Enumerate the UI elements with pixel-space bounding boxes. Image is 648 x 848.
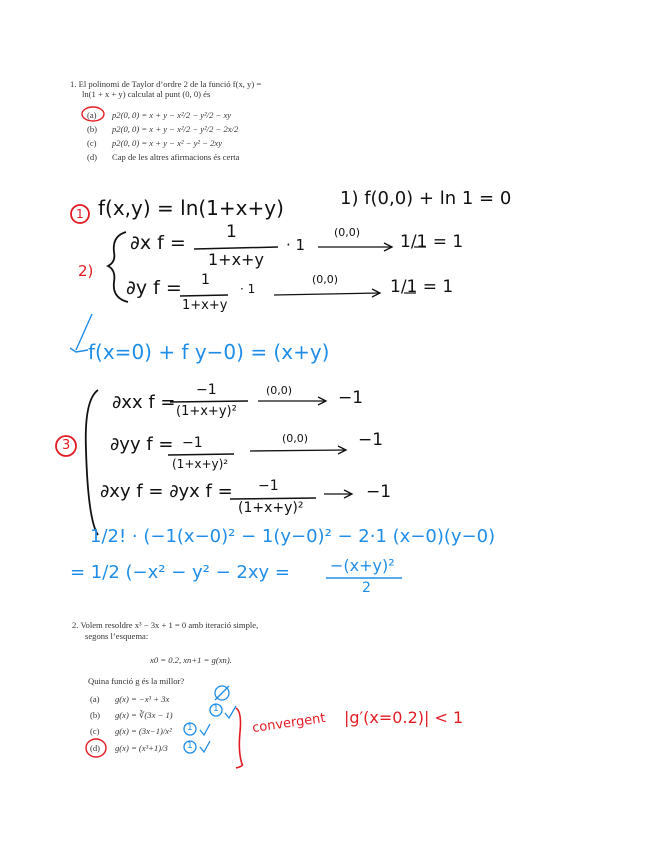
partial-x-tail: · 1 bbox=[286, 236, 306, 254]
frac-bar-dyf bbox=[180, 295, 228, 296]
option-label: (c) bbox=[87, 138, 97, 148]
problem2-option-c[interactable] bbox=[90, 726, 172, 736]
linear-term: f(x=0) + f y−0) = (x+y) bbox=[88, 340, 330, 364]
function-definition: f(x,y) = ln(1+x+y) bbox=[98, 196, 284, 220]
quadratic-term: 1/2! · (−1(x−0)² − 1(y−0)² − 2·1 (x−0)(y−0) bbox=[90, 526, 496, 547]
frac-bar-dxf bbox=[194, 247, 278, 249]
second-partial-yy-denominator: (1+x+y)² bbox=[172, 457, 229, 471]
iteration-scheme: x0 = 0.2, xn+1 = g(xn). bbox=[150, 655, 232, 665]
second-partial-xy-label: ∂xy f = ∂yx f = bbox=[100, 481, 233, 502]
problem2-stem-line2: segons l’esquema: bbox=[85, 631, 149, 641]
partial-y-denominator: 1+x+y bbox=[182, 298, 228, 313]
option-text: g(x) = ∛(3x − 1) bbox=[115, 710, 173, 720]
second-partial-yy-label: ∂yy f = bbox=[110, 434, 174, 455]
circled-1-c: 1 bbox=[187, 723, 193, 733]
final-lhs: = 1/2 (−x² − y² − 2xy = bbox=[70, 562, 290, 583]
step2-label: 2) bbox=[78, 262, 94, 280]
second-partial-xx-numerator: −1 bbox=[196, 382, 217, 398]
problem2-number: 2. bbox=[72, 620, 79, 630]
brace-step2 bbox=[108, 232, 128, 302]
second-partial-xx-denominator: (1+x+y)² bbox=[176, 404, 237, 419]
problem2-stem-text: Volem resoldre x³ − 3x + 1 = 0 amb iteració simple, bbox=[80, 620, 259, 630]
check-icon-d bbox=[200, 741, 210, 752]
check-icon-b bbox=[225, 706, 236, 718]
second-partial-xx-value: −1 bbox=[338, 388, 364, 408]
final-numerator: −(x+y)² bbox=[330, 556, 395, 575]
option-label: (a) bbox=[87, 110, 97, 120]
arrow-label-dxx: (0,0) bbox=[266, 384, 293, 397]
option-label: (b) bbox=[87, 124, 98, 134]
problem2-option-a[interactable] bbox=[90, 694, 169, 704]
red-bracket bbox=[236, 708, 242, 768]
brace-step3 bbox=[86, 390, 98, 535]
second-partial-xy-numerator: −1 bbox=[258, 478, 279, 494]
arrow-label-dyf: (0,0) bbox=[312, 273, 339, 286]
partial-y-value: 1/1 = 1 bbox=[390, 277, 454, 297]
option-label: (b) bbox=[90, 710, 101, 720]
second-partial-xy-denominator: (1+x+y)² bbox=[238, 500, 304, 516]
option-label: (c) bbox=[90, 726, 100, 736]
partial-x-denominator: 1+x+y bbox=[208, 250, 264, 269]
step1-number: 1 bbox=[76, 207, 84, 221]
option-label: (d) bbox=[90, 743, 101, 753]
second-partial-yy-numerator: −1 bbox=[182, 435, 203, 451]
convergence-condition: |g′(x=0.2)| < 1 bbox=[344, 708, 464, 727]
option-text: p2(0, 0) = x + y − x²/2 − y²/2 − xy bbox=[112, 110, 232, 120]
final-denominator: 2 bbox=[362, 580, 371, 596]
problem1-number: 1. bbox=[70, 79, 77, 89]
arrow-dyf bbox=[274, 293, 380, 295]
option-text: p2(0, 0) = x + y − x²/2 − y²/2 − 2x/2 bbox=[112, 124, 239, 134]
partial-x-label: ∂x f = bbox=[130, 232, 186, 254]
second-partial-xx-label: ∂xx f = bbox=[112, 392, 176, 413]
option-text: p2(0, 0) = x + y − x² − y² − 2xy bbox=[112, 138, 223, 148]
option-label: (a) bbox=[90, 694, 100, 704]
option-text: Cap de les altres afirmacions és certa bbox=[112, 152, 240, 162]
answer-circle-1a bbox=[82, 107, 104, 121]
convergent-note: convergent bbox=[251, 710, 327, 737]
check-icon-c bbox=[200, 724, 210, 735]
problem2-stem-line1 bbox=[72, 620, 258, 630]
eval-at-origin: 1) f(0,0) + ln 1 = 0 bbox=[340, 188, 512, 209]
circled-1-d: 1 bbox=[187, 741, 193, 751]
problem1-stem-line2: ln(1 + x + y) calculat al punt (0, 0) és bbox=[82, 89, 211, 99]
partial-y-label: ∂y f = bbox=[126, 277, 182, 299]
problem2-option-b[interactable] bbox=[90, 710, 173, 720]
circled-1-b: 1 bbox=[213, 704, 219, 714]
option-text: g(x) = (3x−1)/x² bbox=[115, 726, 172, 736]
option-text: g(x) = (x³+1)/3 bbox=[115, 743, 168, 753]
partial-y-tail: · 1 bbox=[240, 282, 256, 296]
partial-y-numerator: 1 bbox=[201, 272, 210, 288]
problem2-option-d[interactable] bbox=[90, 743, 168, 753]
step3-number: 3 bbox=[62, 438, 71, 453]
option-text: g(x) = −x³ + 3x bbox=[115, 694, 170, 704]
partial-x-value: 1/1 = 1 bbox=[400, 232, 464, 252]
arrow-label-dxf: (0,0) bbox=[334, 226, 361, 239]
problem2-question: Quina funció g és la millor? bbox=[88, 676, 185, 686]
partial-x-numerator: 1 bbox=[226, 222, 237, 242]
arrow-label-dyy: (0,0) bbox=[282, 432, 309, 445]
option-label: (d) bbox=[87, 152, 98, 162]
problem1-stem-text: El polinomi de Taylor d’ordre 2 de la funció f(x, y) = bbox=[78, 79, 262, 89]
second-partial-yy-value: −1 bbox=[358, 430, 384, 450]
second-partial-xy-value: −1 bbox=[366, 482, 392, 502]
